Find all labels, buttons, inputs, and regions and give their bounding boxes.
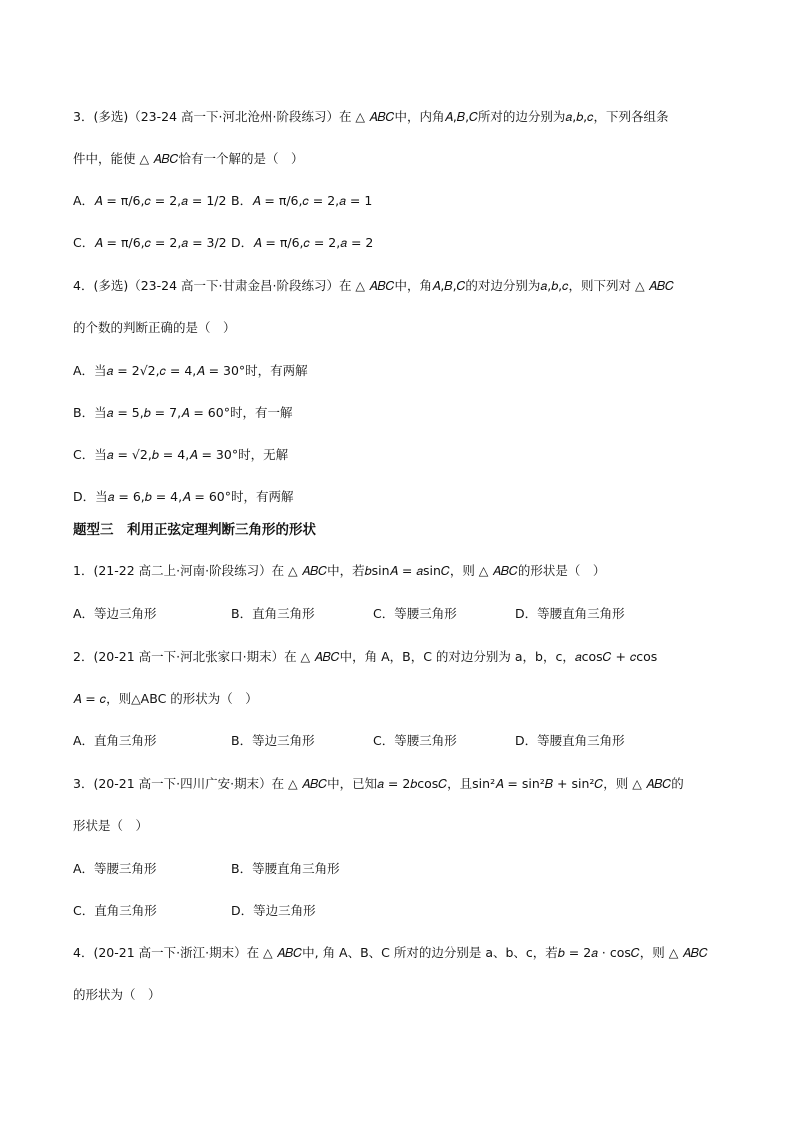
q4-option-c: C．当𝑎 = √2,𝑏 = 4,𝐴 = 30°时，无解 [73, 447, 289, 462]
s-q2-option-a: A．直角三角形 [73, 733, 157, 748]
section-heading: 题型三 利用正弦定理判断三角形的形状 [73, 522, 316, 538]
q4-option-d: D．当𝑎 = 6,𝑏 = 4,𝐴 = 60°时，有两解 [73, 489, 294, 504]
q4-option-a: A．当𝑎 = 2√2,𝑐 = 4,𝐴 = 30°时，有两解 [73, 363, 308, 378]
q3-option-a: A．𝐴 = π/6,𝑐 = 2,𝑎 = 1/2 [73, 193, 227, 208]
s-q2-option-d: D．等腰直角三角形 [515, 733, 625, 748]
s-q1-option-b: B．直角三角形 [231, 606, 315, 621]
q3-option-d: D．𝐴 = π/6,𝑐 = 2,𝑎 = 2 [231, 235, 374, 250]
q3-option-c: C．𝐴 = π/6,𝑐 = 2,𝑎 = 3/2 [73, 235, 227, 250]
q3-option-b: B．𝐴 = π/6,𝑐 = 2,𝑎 = 1 [231, 193, 373, 208]
section-q4-text: 4．(20-21 高一下·浙江·期末）在 △ 𝐴𝐵𝐶中, 角 A、B、C 所对的边分别是 a、b、c，若𝑏 = 2𝑎 ⋅ cos𝐶，则 △ 𝐴𝐵𝐶 [73, 945, 708, 960]
section-q2-text-cont: 𝐴 = 𝑐，则△ABC 的形状为（ ） [73, 691, 258, 706]
question-3-text: 3．(多选)（23-24 高一下·河北沧州·阶段练习）在 △ 𝐴𝐵𝐶中，内角𝐴,𝐵,𝐶所对的边分别为𝑎,𝑏,𝑐，下列各组条 [73, 109, 669, 124]
s-q1-option-a: A．等边三角形 [73, 606, 157, 621]
question-4-text: 4．(多选)（23-24 高一下·甘肃金昌·阶段练习）在 △ 𝐴𝐵𝐶中，角𝐴,𝐵,𝐶的对边分别为𝑎,𝑏,𝑐，则下列对 △ 𝐴𝐵𝐶 [73, 278, 675, 293]
q4-option-b: B．当𝑎 = 5,𝑏 = 7,𝐴 = 60°时，有一解 [73, 405, 293, 420]
question-3-text-cont: 件中，能使 △ 𝐴𝐵𝐶恰有一个解的是（ ） [73, 151, 304, 166]
s-q3-option-b: B．等腰直角三角形 [231, 861, 340, 876]
section-q3-text-cont: 形状是（ ） [73, 818, 149, 833]
section-q3-text: 3．(20-21 高一下·四川广安·期末）在 △ 𝐴𝐵𝐶中，已知𝑎 = 2𝑏cos𝐶，且sin²𝐴 = sin²𝐵 + sin²𝐶，则 △ 𝐴𝐵𝐶的 [73, 776, 684, 791]
s-q3-option-c: C．直角三角形 [73, 903, 157, 918]
s-q1-option-c: C．等腰三角形 [373, 606, 457, 621]
section-q2-text: 2．(20-21 高一下·河北张家口·期末）在 △ 𝐴𝐵𝐶中，角 A，B，C 的对边分别为 a，b，c，𝑎cos𝐶 + 𝑐cos [73, 649, 658, 664]
question-4-text-cont: 的个数的判断正确的是（ ） [73, 320, 236, 335]
section-q1-text: 1．(21-22 高二上·河南·阶段练习）在 △ 𝐴𝐵𝐶中，若𝑏sin𝐴 = 𝑎sin𝐶，则 △ 𝐴𝐵𝐶的形状是（ ） [73, 563, 606, 578]
s-q3-option-a: A．等腰三角形 [73, 861, 157, 876]
s-q2-option-c: C．等腰三角形 [373, 733, 457, 748]
s-q3-option-d: D．等边三角形 [231, 903, 316, 918]
section-q4-text-cont: 的形状为（ ） [73, 987, 161, 1002]
s-q1-option-d: D．等腰直角三角形 [515, 606, 625, 621]
s-q2-option-b: B．等边三角形 [231, 733, 315, 748]
